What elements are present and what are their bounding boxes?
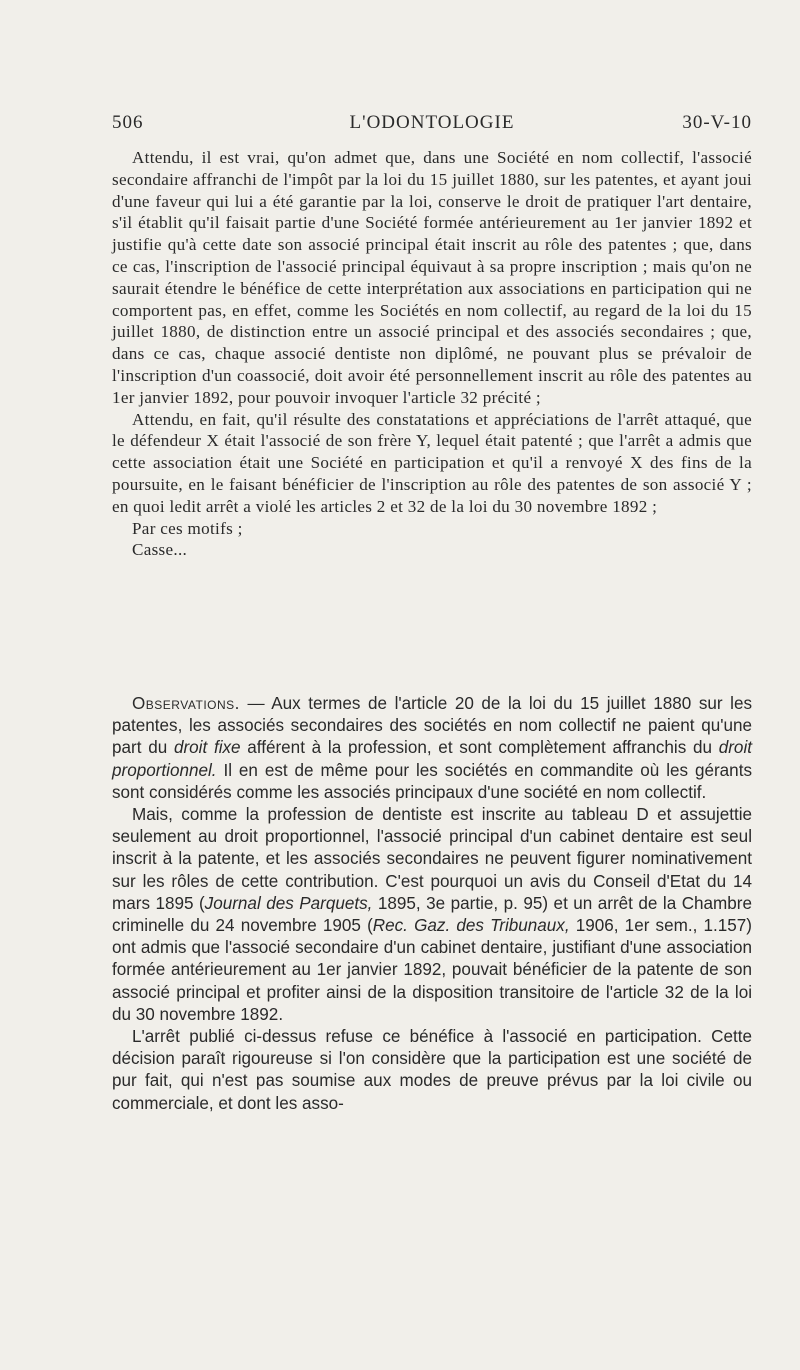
page-number: 506 xyxy=(112,112,144,133)
decision-paragraph-1: Attendu, il est vrai, qu'on admet que, dans une Société en nom collectif, l'associé secondaire affranchi de l'impôt par la loi du 15 juillet 1880, sur les patentes, et ayant joui d'une faveur qui lui a été garantie par la loi, conserve le droit de pratiquer l'art dentaire, s'il établit qu'il faisait partie d'une Société formée antérieurement au 1er janvier 1892 et justifie qu'à cette date son associé principal était inscrit au rôle des patentes ; que, dans ce cas, l'inscription de l'associé principal équivaut à sa propre inscription ; mais qu'on ne saurait étendre le bénéfice de cette interprétation aux associations en participation qui ne comportent pas, en effet, comme les Sociétés en nom collectif, au regard de la loi du 15 juillet 1880, de distinction entre un associé principal et des associés secondaires ; que, dans ce cas, chaque associé dentiste non diplômé, ne pouvant plus se prévaloir de l'inscription d'un coassocié, doit avoir été personnellement inscrit au rôle des patentes au 1er janvier 1892, pour pouvoir invoquer l'article 32 précité ; xyxy=(112,148,752,407)
citation-title: Rec. Gaz. des Tribunaux, xyxy=(372,916,570,936)
italic-term: droit proportionnel. xyxy=(112,738,752,780)
observations-paragraph-1 xyxy=(112,693,752,804)
citation-title: Journal des Parquets, xyxy=(204,893,373,913)
decision-paragraph-4: Casse... xyxy=(132,540,188,560)
running-header xyxy=(112,112,752,138)
observations-text: afférent à la profession, et sont complètement affranchis du xyxy=(240,738,719,758)
observations-text: 1906, 1er sem., 1.157) ont admis que l'associé secondaire d'un cabinet dentaire, justifiant d'une association formée antérieurement au 1er janvier 1892, pouvait bénéficier de la patente de son associé principal et profiter ainsi de la disposition transitoire de l'article 32 de la loi du 30 novembre 1892. xyxy=(112,916,752,1024)
observations-paragraph-3: L'arrêt publié ci-dessus refuse ce bénéfice à l'associé en participation. Cette décision paraît rigoureuse si l'on considère que la participation est une société de pur fait, qui n'est pas soumise aux modes de preuve prévus par la loi civile ou commerciale, et dont les asso- xyxy=(112,1027,752,1113)
observations-paragraph-2 xyxy=(112,804,752,1026)
observations-text: Mais, comme la profession de dentiste est inscrite au tableau D et assujettie seulement au droit proportionnel, l'associé principal d'un cabinet dentaire est seul inscrit à la patente, et les associés secondaires ne peuvent figurer nominativement sur les rôles de cette contribution. C'est pourquoi un avis du Conseil d'Etat du 14 mars 1895 ( xyxy=(112,805,752,913)
observations-text: — Aux termes de l'article 20 de la loi du 15 juillet 1880 sur les patentes, les associés secondaires des sociétés en nom collectif ne paient qu'une part du xyxy=(112,694,752,758)
issue-date: 30-V-10 xyxy=(682,112,752,133)
observations-text: 1895, 3e partie, p. 95) et un arrêt de la Chambre criminelle du 24 novembre 1905 ( xyxy=(112,893,752,936)
observations-text: Il en est de même pour les sociétés en commandite où les gérants sont considérés comme les associés principaux d'une société en nom collectif. xyxy=(112,760,752,802)
journal-title: L'ODONTOLOGIE xyxy=(349,112,515,133)
observations-label: Observations. xyxy=(132,694,240,713)
decision-paragraph-3: Par ces motifs ; xyxy=(132,518,243,538)
court-decision-text xyxy=(112,147,752,561)
decision-paragraph-2: Attendu, en fait, qu'il résulte des constatations et appréciations de l'arrêt attaqué, que le défendeur X était l'associé de son frère Y, lequel était patenté ; que l'arrêt a admis que cette association était une Société en participation et qu'il a renvoyé X des fins de la poursuite, en le faisant bénéficier de l'inscription au rôle des patentes de son associé Y ; en quoi ledit arrêt a violé les articles 2 et 32 de la loi du 30 novembre 1892 ; xyxy=(112,409,752,516)
italic-term: droit fixe xyxy=(173,738,241,758)
observations-section xyxy=(112,693,752,1115)
